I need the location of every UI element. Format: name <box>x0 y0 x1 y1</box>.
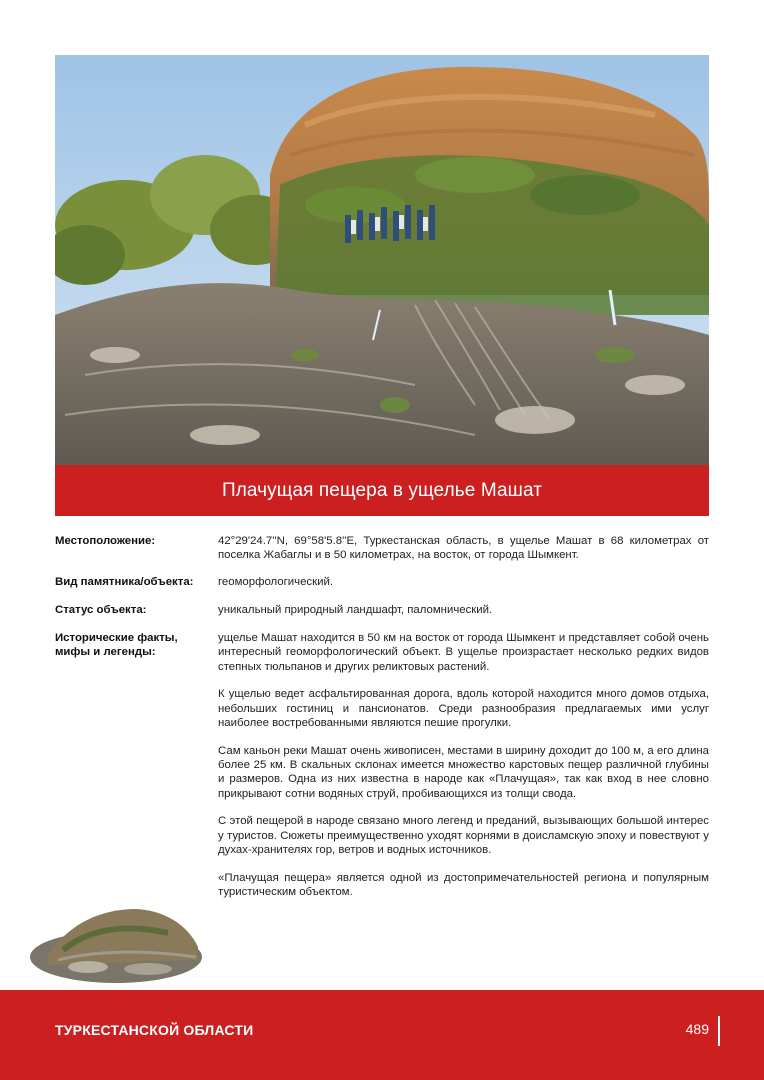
cliff-thumbnail <box>28 905 204 985</box>
hero-photo <box>55 55 709 465</box>
page-number: 489 <box>685 1021 709 1037</box>
paragraph: «Плачущая пещера» является одной из достопримечательностей региона и популярным туристическим объектом. <box>218 871 709 899</box>
field-value <box>218 631 709 913</box>
paragraph: 42°29'24.7''N, 69°58'5.8''E, Туркестанская область, в ущелье Машат в 68 километрах от поселка Жабаглы и в 50 километрах, на восток, от города Шымкент. <box>218 535 709 562</box>
hero-photo-illustration <box>55 55 709 465</box>
field-value <box>218 603 709 631</box>
field-value <box>218 575 709 603</box>
paragraph: ущелье Машат находится в 50 км на восток от города Шымкент и представляет собой очень интересный геоморфологический объект. В ущелье произрастает несколько редких видов степных тюльпанов и других реликтовых растений. <box>218 632 709 673</box>
field-label: Исторические факты, мифы и легенды: <box>55 632 178 659</box>
field-label: Местоположение: <box>55 535 156 547</box>
paragraph: геоморфологический. <box>218 576 333 588</box>
footer-region: ТУРКЕСТАНСКОЙ ОБЛАСТИ <box>55 1022 254 1038</box>
title-banner <box>55 465 709 516</box>
field-label: Статус объекта: <box>55 604 147 616</box>
footer-divider <box>718 1016 720 1046</box>
paragraph: Сам каньон реки Машат очень живописен, местами в ширину доходит до 100 м, а его длина более 25 км. В скальных склонах имеется множество карстовых пещер различной глубины и размеров. Одна из них известна в народе как «Плачущая», так как вход в нее словно прикрывают сотни водяных струй, пробивающихся из толщи свода. <box>218 744 709 800</box>
paragraph: уникальный природный ландшафт, паломнический. <box>218 604 493 616</box>
cliff-thumbnail-illustration <box>28 905 204 985</box>
field-value <box>218 534 709 576</box>
paragraph: С этой пещерой в народе связано много легенд и преданий, вызывающих большой интерес у туристов. Сюжеты преимущественно уходят корнями в доисламскую эпоху и повествуют у духах-хранителях гор, ветров и водных источников. <box>218 815 709 857</box>
field-label: Вид памятника/объекта: <box>55 576 194 588</box>
paragraph: К ущелью ведет асфальтированная дорога, вдоль которой находится много домов отдыха, небольших гостиниц и пансионатов. Среди разнообразия предлагаемых ими услуг наиболее востребованными являются пешие прогулки. <box>218 688 709 729</box>
page-title: Плачущая пещера в ущелье Машат <box>221 479 543 501</box>
footer-bar <box>0 990 764 1080</box>
